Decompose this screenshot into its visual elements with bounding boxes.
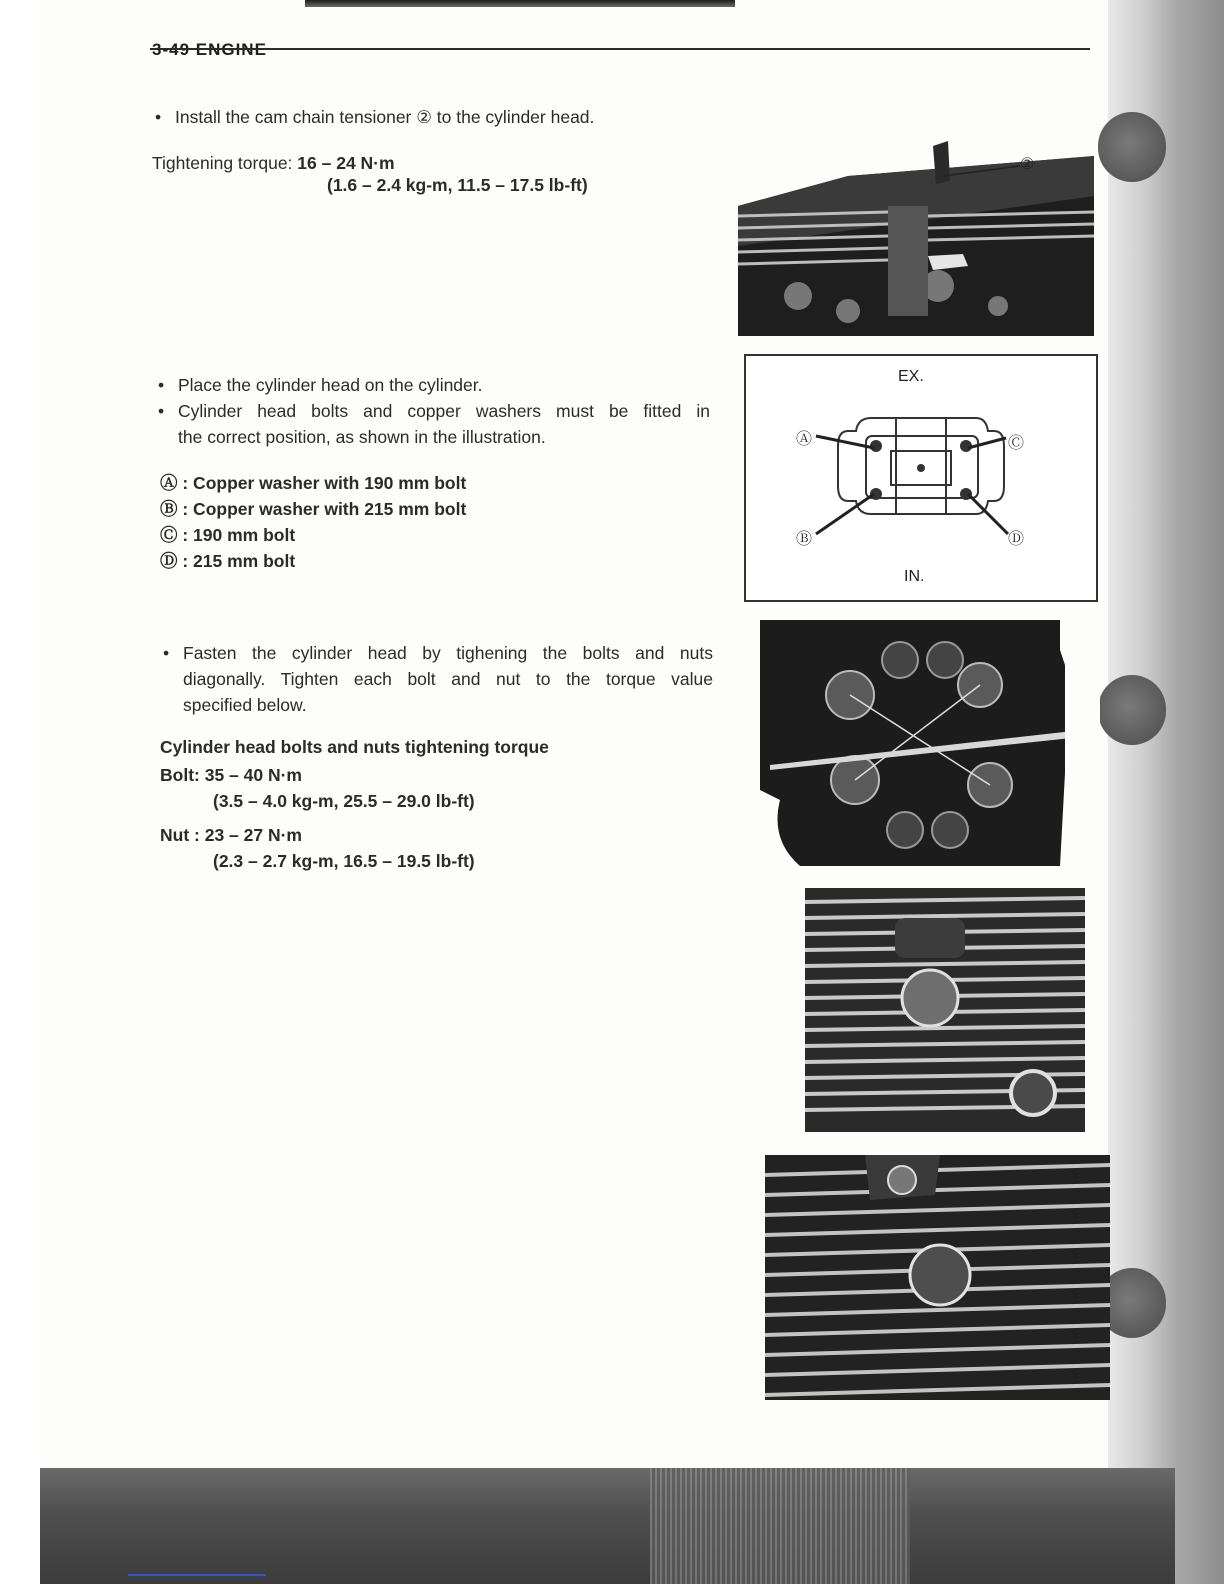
step-install-tensioner: • Install the cam chain tensioner ② to the cylinder head. bbox=[175, 104, 594, 130]
diagram-label-intake: IN. bbox=[904, 568, 925, 585]
step-fit-bolts-line1: • Cylinder head bolts and copper washers must be fitted in bbox=[178, 398, 710, 424]
diagram-label-exhaust: EX. bbox=[898, 368, 924, 385]
binder-ring-1 bbox=[1098, 112, 1166, 182]
legend-item-b: Ⓑ : Copper washer with 215 mm bolt bbox=[160, 499, 467, 519]
bolt-position-diagram bbox=[744, 354, 1098, 602]
diagram-callout-c: Ⓒ bbox=[1008, 435, 1025, 452]
binder-ring-2 bbox=[1098, 675, 1166, 745]
torque-label: Tightening torque: bbox=[152, 153, 293, 173]
step-fit-bolts-line2: the correct position, as shown in the illustration. bbox=[178, 427, 546, 447]
step-fasten-line2: diagonally. Tighten each bolt and nut to the torque value bbox=[183, 669, 713, 689]
diagram-callout-d: Ⓓ bbox=[1008, 531, 1025, 548]
photo-cylinder-fins-side bbox=[765, 1155, 1110, 1400]
nut-torque-value: Nut : 23 – 27 N·m bbox=[160, 825, 302, 845]
scan-artifact-blue-line bbox=[128, 1574, 266, 1576]
bolt-torque-alt: (3.5 – 4.0 kg-m, 25.5 – 29.0 lb-ft) bbox=[213, 791, 475, 811]
photo-cam-chain-tensioner bbox=[738, 136, 1094, 336]
step-fasten-line3: specified below. bbox=[183, 695, 307, 715]
photo-tightening-sequence bbox=[760, 620, 1100, 866]
step-fasten-line1: • Fasten the cylinder head by tighening the bolts and nuts bbox=[183, 640, 713, 666]
scan-top-shadow bbox=[305, 0, 735, 7]
photo-cylinder-fins-front bbox=[805, 888, 1085, 1132]
binder-spine bbox=[1108, 0, 1224, 1584]
legend-item-a: Ⓐ : Copper washer with 190 mm bolt bbox=[160, 473, 467, 493]
bolt-torque-value: Bolt: 35 – 40 N·m bbox=[160, 765, 302, 785]
page-header bbox=[152, 40, 267, 60]
nut-torque-alt: (2.3 – 2.7 kg-m, 16.5 – 19.5 lb-ft) bbox=[213, 851, 475, 871]
tensioner-torque-alt: (1.6 – 2.4 kg-m, 11.5 – 17.5 lb-ft) bbox=[327, 175, 588, 195]
scan-artifact-lines bbox=[650, 1468, 910, 1584]
scan-bottom-edge bbox=[40, 1468, 1175, 1584]
step-place-head: • Place the cylinder head on the cylinder. bbox=[178, 372, 483, 398]
header-rule bbox=[150, 48, 1090, 50]
diagram-callout-b: Ⓑ bbox=[796, 531, 813, 548]
torque-value: 16 – 24 N·m bbox=[297, 153, 395, 173]
legend-item-c: Ⓒ : 190 mm bolt bbox=[160, 525, 296, 545]
head-torque-heading: Cylinder head bolts and nuts tightening torque bbox=[160, 737, 549, 757]
diagram-callout-a: Ⓐ bbox=[796, 431, 813, 448]
legend-item-d: Ⓓ : 215 mm bolt bbox=[160, 551, 296, 571]
callout-2-tensioner: ② bbox=[1020, 156, 1035, 173]
